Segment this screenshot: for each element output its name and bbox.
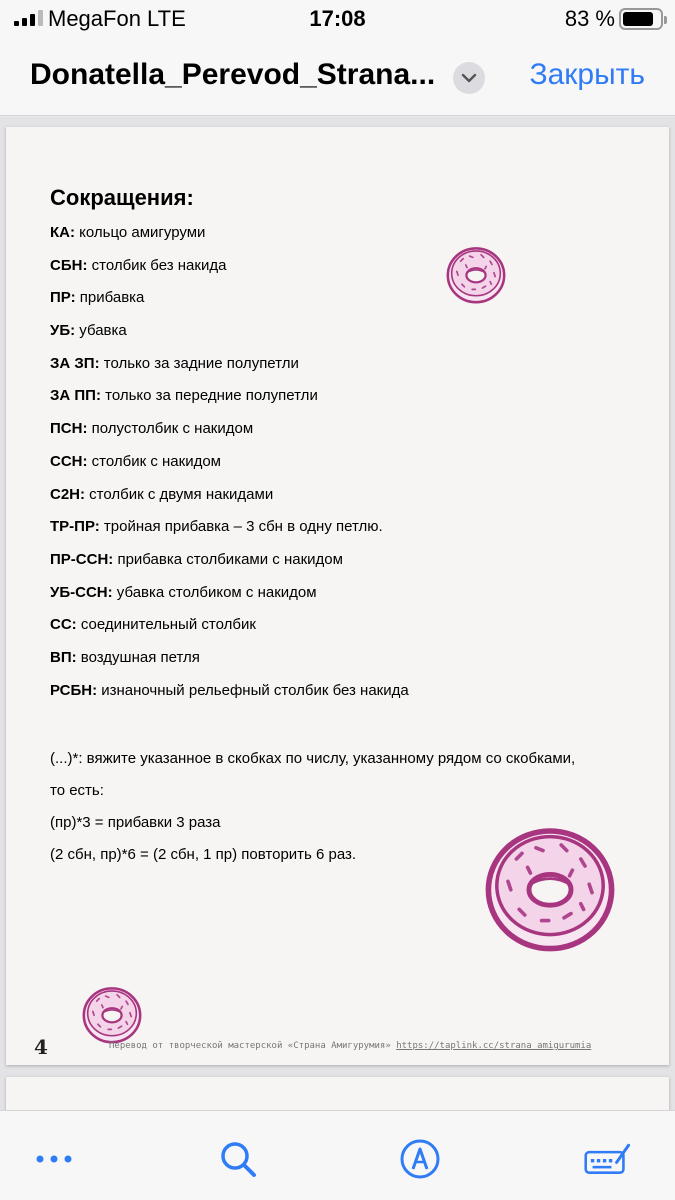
abbreviation-row bbox=[50, 452, 610, 485]
abbreviation-key: КА: bbox=[50, 224, 75, 241]
abbreviation-text: соединительный столбик bbox=[76, 616, 256, 634]
abbreviation-key: ПР: bbox=[50, 289, 76, 307]
note-line: (пр)*3 = прибавки 3 раза bbox=[50, 814, 221, 831]
close-button[interactable]: Закрыть bbox=[529, 58, 645, 91]
abbreviation-row bbox=[50, 386, 610, 419]
abbreviation-row bbox=[50, 681, 610, 714]
markup-icon[interactable] bbox=[396, 1139, 444, 1179]
abbreviation-row bbox=[50, 288, 610, 321]
donut-image-small bbox=[444, 242, 508, 306]
abbreviation-row bbox=[50, 517, 610, 550]
abbreviation-key: ТР-ПР: bbox=[50, 518, 100, 536]
bottom-toolbar bbox=[0, 1110, 675, 1200]
chevron-down-icon[interactable] bbox=[453, 62, 485, 94]
abbreviation-key: РСБН: bbox=[50, 681, 98, 699]
abbreviation-key: ЗА ПП: bbox=[50, 387, 101, 405]
abbreviation-key: ССН: bbox=[50, 452, 88, 470]
abbreviation-text: воздушная петля bbox=[76, 648, 200, 666]
clock: 17:08 bbox=[309, 6, 366, 31]
status-bar bbox=[0, 0, 675, 40]
abbreviation-text: кольцо амигуруми bbox=[74, 224, 206, 241]
abbreviation-key: ВП: bbox=[50, 648, 77, 666]
donut-image-large bbox=[480, 817, 620, 957]
pdf-page-next bbox=[6, 1077, 669, 1110]
note-line: (...)*: вяжите указанное в скобках по числу, указанному рядом со скобками, bbox=[50, 750, 576, 767]
abbreviation-text: полустолбик с накидом bbox=[87, 420, 254, 438]
footer-link[interactable]: https://taplink.cc/strana_amigurumia bbox=[396, 1041, 592, 1051]
page-heading: Сокращения: bbox=[50, 185, 194, 210]
pdf-page bbox=[6, 127, 669, 1065]
abbreviation-key: СС: bbox=[50, 616, 77, 634]
document-viewer[interactable] bbox=[0, 117, 675, 1110]
abbreviation-key: УБ-ССН: bbox=[50, 583, 113, 601]
abbreviation-row bbox=[50, 321, 610, 354]
abbreviation-row bbox=[50, 583, 610, 616]
abbreviation-row bbox=[50, 223, 610, 256]
abbreviation-key: ПСН: bbox=[50, 420, 88, 438]
note-line: (2 сбн, пр)*6 = (2 сбн, 1 пр) повторить 6 раз. bbox=[50, 846, 357, 863]
keyboard-signature-icon[interactable] bbox=[584, 1139, 632, 1179]
abbreviation-text: столбик без накида bbox=[87, 256, 227, 274]
abbreviation-row bbox=[50, 354, 610, 387]
abbreviation-row bbox=[50, 419, 610, 452]
abbreviation-text: изнаночный рельефный столбик без накида bbox=[97, 681, 409, 699]
abbreviation-text: тройная прибавка – 3 сбн в одну петлю. bbox=[99, 518, 383, 536]
page-footer bbox=[109, 1041, 591, 1051]
abbreviation-text: убавка столбиком с накидом bbox=[112, 583, 317, 601]
abbreviation-text: прибавка столбиками с накидом bbox=[113, 550, 343, 568]
abbreviation-text: только за задние полупетли bbox=[99, 354, 299, 372]
abbreviation-key: УБ: bbox=[50, 322, 76, 340]
abbreviation-key: СБН: bbox=[50, 256, 88, 274]
abbreviation-text: убавка bbox=[75, 322, 127, 340]
more-icon[interactable] bbox=[30, 1139, 78, 1179]
abbreviation-row bbox=[50, 256, 610, 289]
page-number: 4 bbox=[34, 1035, 48, 1059]
abbreviation-list bbox=[50, 223, 610, 713]
donut-image-bottom bbox=[80, 982, 144, 1046]
abbreviation-text: столбик с двумя накидами bbox=[85, 485, 274, 503]
abbreviation-text: столбик с накидом bbox=[87, 452, 221, 470]
abbreviation-key: С2Н: bbox=[50, 485, 86, 503]
abbreviation-key: ЗА ЗП: bbox=[50, 354, 100, 372]
abbreviation-text: только за передние полупетли bbox=[100, 387, 318, 405]
note-line: то есть: bbox=[50, 782, 104, 799]
abbreviation-row bbox=[50, 485, 610, 518]
abbreviation-row bbox=[50, 648, 610, 681]
battery-icon bbox=[619, 8, 663, 30]
carrier-label: MegaFon LTE bbox=[48, 6, 186, 31]
footer-text: Перевод от творческой мастерской «Страна Амигурумия» bbox=[109, 1041, 397, 1051]
battery-percent: 83 % bbox=[564, 6, 615, 31]
nav-bar bbox=[0, 40, 675, 116]
abbreviation-row bbox=[50, 550, 610, 583]
search-icon[interactable] bbox=[214, 1139, 262, 1179]
abbreviation-text: прибавка bbox=[75, 289, 145, 307]
abbreviation-key: ПР-ССН: bbox=[50, 550, 114, 568]
abbreviation-row bbox=[50, 615, 610, 648]
document-title: Donatella_Perevod_Strana... bbox=[30, 58, 436, 91]
